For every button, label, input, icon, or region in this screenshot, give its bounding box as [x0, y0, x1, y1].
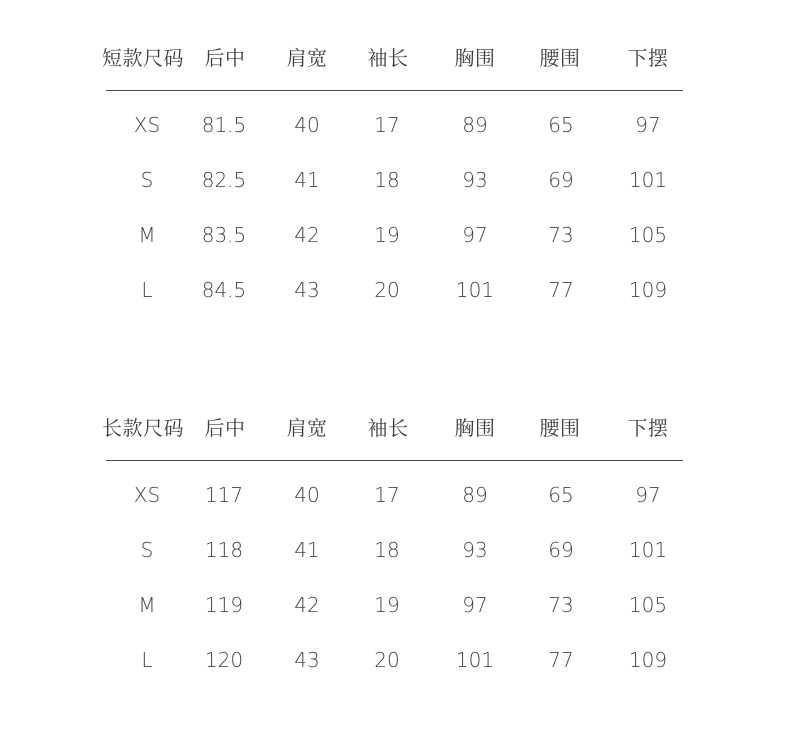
waist-cell: 65 [548, 483, 574, 507]
waist-cell: 73 [548, 223, 574, 247]
shoulder-width-cell: 43 [294, 278, 320, 302]
size-cell: M [138, 223, 156, 247]
chest-cell: 93 [462, 538, 488, 562]
header-back-length: 后中 [204, 416, 246, 440]
waist-cell: 73 [548, 593, 574, 617]
back-length-cell: 81.5 [201, 113, 247, 137]
shoulder-width-cell: 42 [294, 593, 320, 617]
table-row [0, 540, 790, 570]
waist-cell: 77 [548, 278, 574, 302]
size-cell: S [140, 168, 154, 192]
hem-cell: 97 [635, 483, 661, 507]
header-sleeve-length: 袖长 [367, 416, 409, 440]
chest-cell: 89 [462, 113, 488, 137]
header-size-label: 长款尺码 [102, 416, 184, 440]
back-length-cell: 84.5 [201, 278, 247, 302]
header-sleeve-length: 袖长 [367, 46, 409, 70]
sleeve-length-cell: 17 [374, 483, 400, 507]
header-divider [106, 90, 683, 91]
chest-cell: 93 [462, 168, 488, 192]
sleeve-length-cell: 19 [374, 223, 400, 247]
table-row [0, 485, 790, 515]
hem-cell: 109 [628, 648, 668, 672]
header-back-length: 后中 [204, 46, 246, 70]
size-cell: L [141, 648, 153, 672]
sleeve-length-cell: 20 [374, 278, 400, 302]
back-length-cell: 82.5 [201, 168, 247, 192]
size-cell: XS [133, 113, 161, 137]
header-divider [106, 460, 683, 461]
size-cell: M [138, 593, 156, 617]
chest-cell: 97 [462, 223, 488, 247]
header-chest: 胸围 [454, 46, 496, 70]
shoulder-width-cell: 42 [294, 223, 320, 247]
header-size-label: 短款尺码 [102, 46, 184, 70]
chest-cell: 97 [462, 593, 488, 617]
header-waist: 腰围 [539, 46, 581, 70]
sleeve-length-cell: 18 [374, 538, 400, 562]
sleeve-length-cell: 20 [374, 648, 400, 672]
size-cell: L [141, 278, 153, 302]
table-row [0, 595, 790, 625]
header-hem: 下摆 [627, 416, 669, 440]
waist-cell: 77 [548, 648, 574, 672]
hem-cell: 105 [628, 593, 668, 617]
header-shoulder-width: 肩宽 [286, 416, 328, 440]
back-length-cell: 118 [204, 538, 244, 562]
header-chest: 胸围 [454, 416, 496, 440]
table-row [0, 225, 790, 255]
back-length-cell: 120 [204, 648, 244, 672]
table-row [0, 650, 790, 680]
shoulder-width-cell: 43 [294, 648, 320, 672]
back-length-cell: 117 [204, 483, 244, 507]
back-length-cell: 83.5 [201, 223, 247, 247]
hem-cell: 101 [628, 168, 668, 192]
table-row [0, 115, 790, 145]
waist-cell: 69 [548, 538, 574, 562]
shoulder-width-cell: 41 [294, 538, 320, 562]
sleeve-length-cell: 19 [374, 593, 400, 617]
hem-cell: 109 [628, 278, 668, 302]
waist-cell: 69 [548, 168, 574, 192]
sleeve-length-cell: 17 [374, 113, 400, 137]
size-cell: XS [133, 483, 161, 507]
shoulder-width-cell: 40 [294, 483, 320, 507]
table-row [0, 280, 790, 310]
size-cell: S [140, 538, 154, 562]
shoulder-width-cell: 41 [294, 168, 320, 192]
table-row [0, 170, 790, 200]
waist-cell: 65 [548, 113, 574, 137]
header-waist: 腰围 [539, 416, 581, 440]
shoulder-width-cell: 40 [294, 113, 320, 137]
chest-cell: 101 [455, 648, 495, 672]
sleeve-length-cell: 18 [374, 168, 400, 192]
chest-cell: 101 [455, 278, 495, 302]
back-length-cell: 119 [204, 593, 244, 617]
header-hem: 下摆 [627, 46, 669, 70]
hem-cell: 101 [628, 538, 668, 562]
hem-cell: 105 [628, 223, 668, 247]
header-shoulder-width: 肩宽 [286, 46, 328, 70]
hem-cell: 97 [635, 113, 661, 137]
chest-cell: 89 [462, 483, 488, 507]
